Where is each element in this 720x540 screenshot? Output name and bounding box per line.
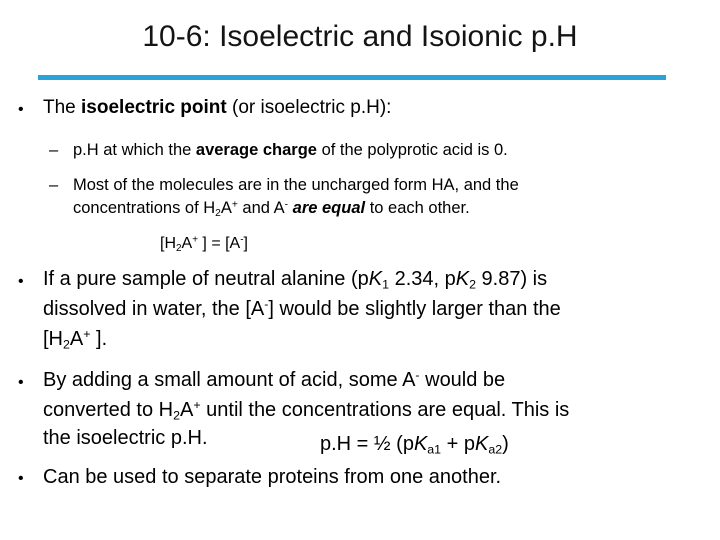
bullet-adding-acid-line2: converted to $H_2A^+$ until the concentrations are equal. This is — [43, 398, 570, 423]
bullet-alanine-line2: dissolved in water, the [A-] would be slightly larger than the — [43, 297, 561, 320]
equality-equation: [$H_2A^+$ ] = [A-] — [160, 234, 248, 254]
bullet-marker: • — [18, 273, 24, 290]
bullet-separate-proteins: Can be used to separate proteins from one another. — [43, 466, 502, 488]
bullet-alanine-line3: [$H_2A^+$ ]. — [43, 327, 108, 352]
isoelectric-ph-equation: p.H = ½ $(pK_{a1} + pK_{a2})$ — [320, 433, 509, 457]
bullet-adding-acid-line3: the isoelectric p.H. — [43, 427, 208, 449]
bullet-marker: • — [18, 374, 24, 391]
sub-bullet-uncharged-form-line2: concentrations of $H_2A^+$ and A- are equal to each other. — [73, 199, 470, 220]
bullet-adding-acid-line1: By adding a small amount of acid, some A- would be — [43, 368, 506, 391]
slide-title: 10-6: Isoelectric and Isoionic p.H — [142, 20, 578, 53]
bullet-isoelectric-point: The isoelectric point (or isoelectric p.H): — [43, 97, 392, 118]
dash-marker: – — [49, 141, 59, 159]
bullet-marker: • — [18, 101, 24, 118]
title-underline — [38, 75, 666, 80]
bullet-marker: • — [18, 470, 24, 487]
sub-bullet-uncharged-form-line1: Most of the molecules are in the uncharged form HA, and the — [73, 176, 519, 194]
sub-bullet-average-charge: p.H at which the average charge of the polyprotic acid is 0. — [73, 141, 508, 159]
bullet-alanine-line1: If a pure sample of neutral alanine ($pK_1$ 2.34, $pK_2$ 9.87) is — [43, 268, 548, 292]
dash-marker: – — [49, 176, 59, 194]
